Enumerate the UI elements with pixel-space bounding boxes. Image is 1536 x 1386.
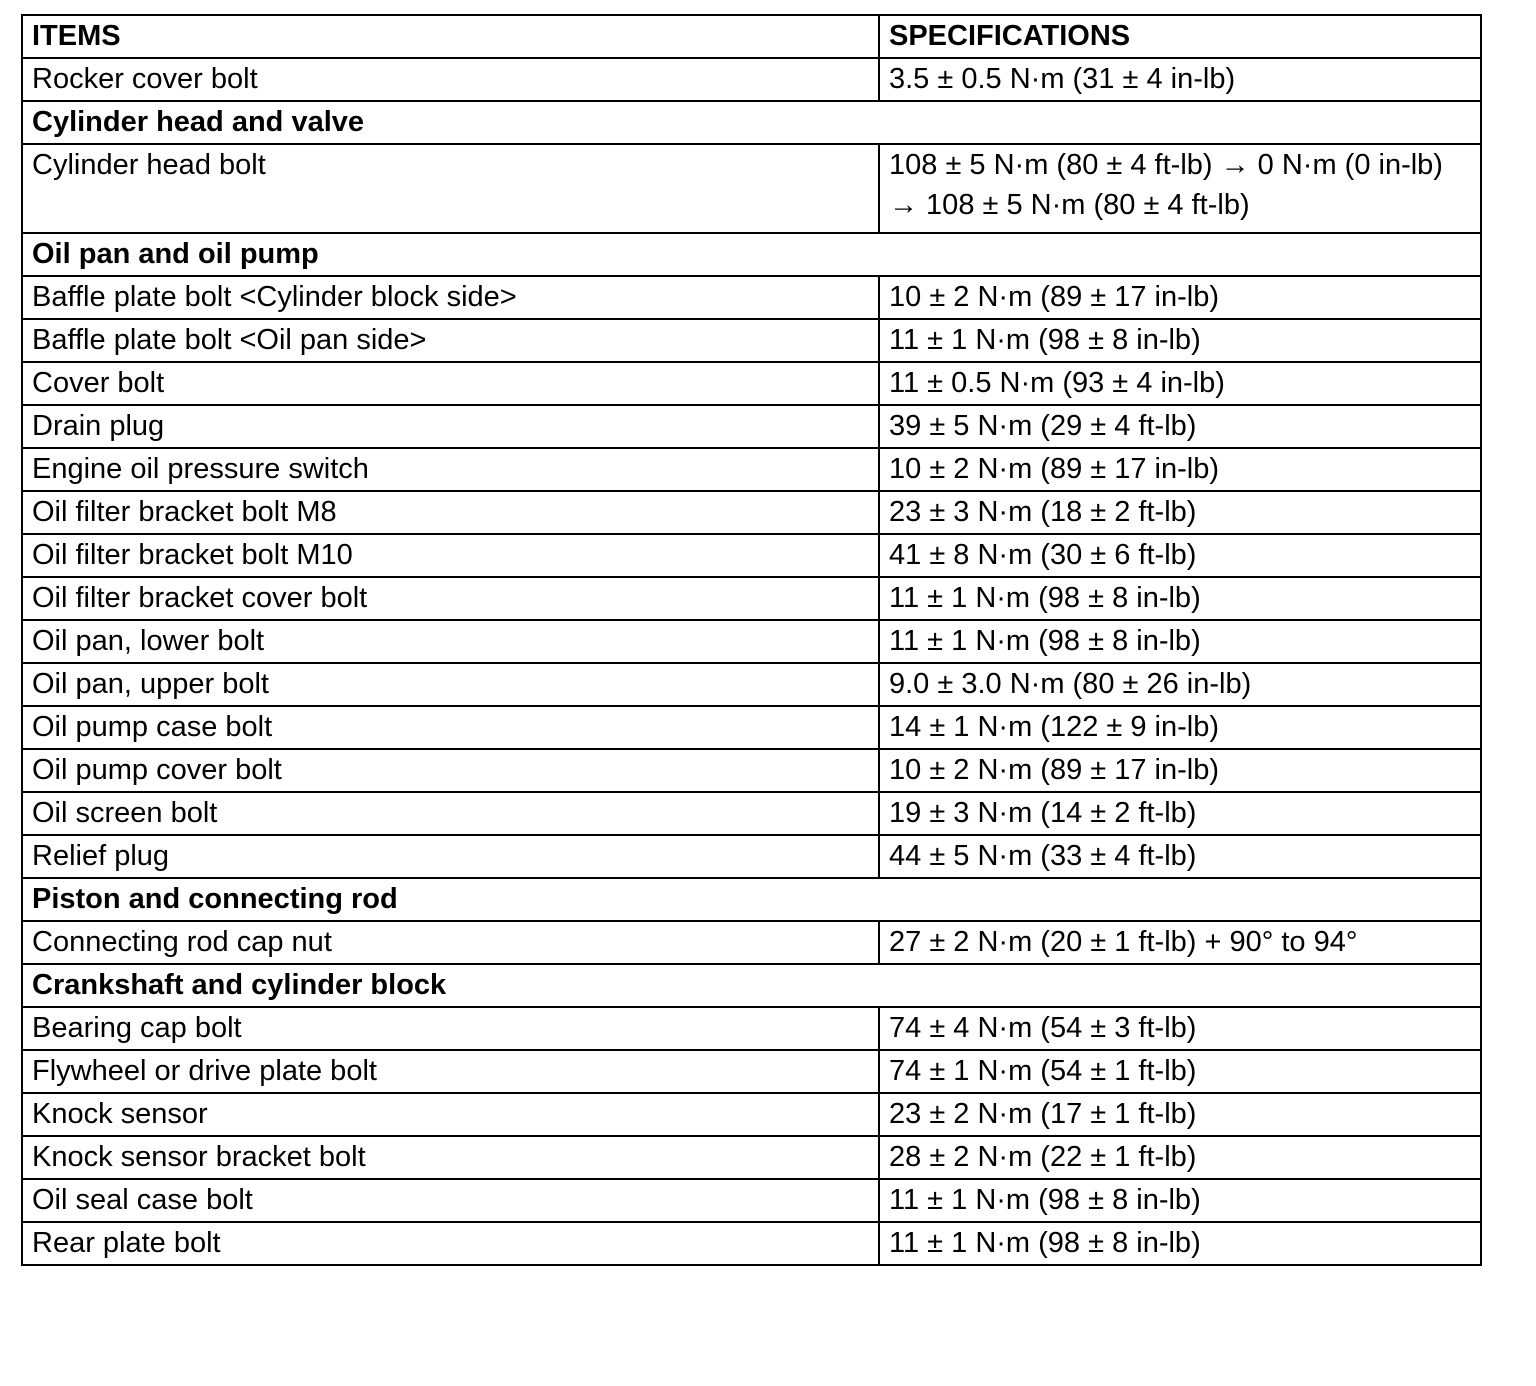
spec-cell: 11 ± 1 N·m (98 ± 8 in-lb) (879, 319, 1481, 362)
item-cell: Rear plate bolt (22, 1222, 879, 1265)
item-cell: Baffle plate bolt <Oil pan side> (22, 319, 879, 362)
item-cell: Oil filter bracket bolt M10 (22, 534, 879, 577)
item-cell: Bearing cap bolt (22, 1007, 879, 1050)
item-cell: Oil pump cover bolt (22, 749, 879, 792)
table-row (22, 1136, 1481, 1179)
spec-cell: 11 ± 1 N·m (98 ± 8 in-lb) (879, 1179, 1481, 1222)
item-cell: Knock sensor bracket bolt (22, 1136, 879, 1179)
section-heading: Cylinder head and valve (22, 101, 1481, 144)
item-cell: Knock sensor (22, 1093, 879, 1136)
table-row (22, 144, 1481, 233)
spec-cell: 3.5 ± 0.5 N·m (31 ± 4 in-lb) (879, 58, 1481, 101)
table-row (22, 319, 1481, 362)
spec-cell: 23 ± 3 N·m (18 ± 2 ft-lb) (879, 491, 1481, 534)
spec-cell: 10 ± 2 N·m (89 ± 17 in-lb) (879, 448, 1481, 491)
spec-cell: 10 ± 2 N·m (89 ± 17 in-lb) (879, 276, 1481, 319)
section-row (22, 101, 1481, 144)
table-row (22, 706, 1481, 749)
table-row (22, 362, 1481, 405)
torque-spec-table (21, 14, 1482, 1266)
spec-cell: 108 ± 5 N·m (80 ± 4 ft-lb) → 0 N·m (0 in-lb) → 108 ± 5 N·m (80 ± 4 ft-lb) (879, 144, 1481, 233)
item-cell: Cover bolt (22, 362, 879, 405)
spec-cell: 19 ± 3 N·m (14 ± 2 ft-lb) (879, 792, 1481, 835)
spec-cell: 39 ± 5 N·m (29 ± 4 ft-lb) (879, 405, 1481, 448)
table-row (22, 1179, 1481, 1222)
spec-cell: 11 ± 1 N·m (98 ± 8 in-lb) (879, 1222, 1481, 1265)
item-cell: Flywheel or drive plate bolt (22, 1050, 879, 1093)
table-row (22, 1007, 1481, 1050)
item-cell: Oil filter bracket bolt M8 (22, 491, 879, 534)
item-cell: Oil pan, lower bolt (22, 620, 879, 663)
item-cell: Engine oil pressure switch (22, 448, 879, 491)
table-row (22, 1093, 1481, 1136)
table-header-row (22, 15, 1481, 58)
item-cell: Oil pan, upper bolt (22, 663, 879, 706)
section-heading: Crankshaft and cylinder block (22, 964, 1481, 1007)
table-row (22, 921, 1481, 964)
table-body (22, 58, 1481, 1265)
table-row (22, 577, 1481, 620)
table-row (22, 448, 1481, 491)
item-cell: Drain plug (22, 405, 879, 448)
section-row (22, 964, 1481, 1007)
item-cell: Oil screen bolt (22, 792, 879, 835)
spec-cell: 23 ± 2 N·m (17 ± 1 ft-lb) (879, 1093, 1481, 1136)
table-row (22, 792, 1481, 835)
table-row (22, 663, 1481, 706)
header-specifications: SPECIFICATIONS (879, 15, 1481, 58)
table-row (22, 835, 1481, 878)
item-cell: Relief plug (22, 835, 879, 878)
item-cell: Rocker cover bolt (22, 58, 879, 101)
table-row (22, 749, 1481, 792)
section-heading: Oil pan and oil pump (22, 233, 1481, 276)
header-items: ITEMS (22, 15, 879, 58)
item-cell: Baffle plate bolt <Cylinder block side> (22, 276, 879, 319)
spec-cell: 11 ± 1 N·m (98 ± 8 in-lb) (879, 577, 1481, 620)
item-cell: Oil seal case bolt (22, 1179, 879, 1222)
spec-cell: 28 ± 2 N·m (22 ± 1 ft-lb) (879, 1136, 1481, 1179)
spec-cell: 9.0 ± 3.0 N·m (80 ± 26 in-lb) (879, 663, 1481, 706)
item-cell: Connecting rod cap nut (22, 921, 879, 964)
spec-cell: 11 ± 1 N·m (98 ± 8 in-lb) (879, 620, 1481, 663)
table-row (22, 1222, 1481, 1265)
spec-cell: 74 ± 4 N·m (54 ± 3 ft-lb) (879, 1007, 1481, 1050)
spec-cell: 11 ± 0.5 N·m (93 ± 4 in-lb) (879, 362, 1481, 405)
section-heading: Piston and connecting rod (22, 878, 1481, 921)
section-row (22, 233, 1481, 276)
spec-cell: 10 ± 2 N·m (89 ± 17 in-lb) (879, 749, 1481, 792)
table-row (22, 534, 1481, 577)
spec-cell: 41 ± 8 N·m (30 ± 6 ft-lb) (879, 534, 1481, 577)
table-row (22, 405, 1481, 448)
table-row (22, 1050, 1481, 1093)
spec-cell: 74 ± 1 N·m (54 ± 1 ft-lb) (879, 1050, 1481, 1093)
table-row (22, 491, 1481, 534)
section-row (22, 878, 1481, 921)
spec-cell: 44 ± 5 N·m (33 ± 4 ft-lb) (879, 835, 1481, 878)
table-row (22, 620, 1481, 663)
spec-cell: 27 ± 2 N·m (20 ± 1 ft-lb) + 90° to 94° (879, 921, 1481, 964)
spec-cell: 14 ± 1 N·m (122 ± 9 in-lb) (879, 706, 1481, 749)
item-cell: Cylinder head bolt (22, 144, 879, 233)
table-row (22, 276, 1481, 319)
item-cell: Oil pump case bolt (22, 706, 879, 749)
table-row (22, 58, 1481, 101)
item-cell: Oil filter bracket cover bolt (22, 577, 879, 620)
